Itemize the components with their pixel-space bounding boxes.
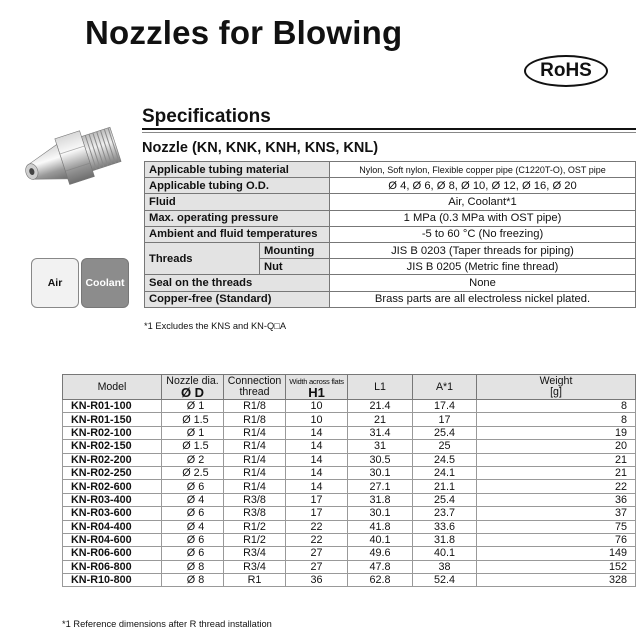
- cell-model: KN-R06-800: [63, 560, 162, 573]
- cell-h1: 22: [286, 533, 348, 546]
- header-l1: L1: [348, 375, 413, 400]
- header-a: A*1: [413, 375, 477, 400]
- spec-row-threads-mounting: [145, 242, 636, 258]
- spec-value: Ø 4, Ø 6, Ø 8, Ø 10, Ø 12, Ø 16, Ø 20: [330, 178, 636, 194]
- page-title: Nozzles for Blowing: [85, 14, 403, 51]
- cell-thread: R1/4: [224, 453, 286, 466]
- cell-l1: 40.1: [348, 533, 413, 546]
- cell-h1: 10: [286, 400, 348, 413]
- cell-thread: R1/2: [224, 533, 286, 546]
- spec-row-tubing-material: [145, 162, 636, 178]
- spec-label: Max. operating pressure: [145, 210, 330, 226]
- spec-value: None: [330, 275, 636, 291]
- cell-weight: 36: [477, 493, 636, 506]
- header-connection-bottom: thread: [239, 386, 270, 398]
- table-row: [63, 533, 636, 546]
- spec-value: Brass parts are all electroless nickel plated.: [330, 291, 636, 307]
- spec-label: Ambient and fluid temperatures: [145, 226, 330, 242]
- cell-dia: Ø 6: [162, 533, 224, 546]
- header-width-across-flats: [286, 375, 348, 400]
- cell-weight: 152: [477, 560, 636, 573]
- cell-h1: 17: [286, 507, 348, 520]
- cell-a: 21.1: [413, 480, 477, 493]
- cell-model: KN-R02-200: [63, 453, 162, 466]
- cell-h1: 36: [286, 574, 348, 587]
- cell-thread: R1/4: [224, 440, 286, 453]
- spec-value: 1 MPa (0.3 MPa with OST pipe): [330, 210, 636, 226]
- spec-value: -5 to 60 °C (No freezing): [330, 226, 636, 242]
- cell-l1: 30.1: [348, 466, 413, 479]
- cell-h1: 14: [286, 440, 348, 453]
- rohs-badge: [524, 55, 608, 87]
- cell-thread: R1/8: [224, 400, 286, 413]
- spec-row-fluid: [145, 194, 636, 210]
- spec-label-threads: Threads: [145, 242, 260, 274]
- cell-thread: R3/4: [224, 560, 286, 573]
- cell-dia: Ø 4: [162, 520, 224, 533]
- cell-l1: 30.5: [348, 453, 413, 466]
- model-table-header: [63, 375, 636, 400]
- header-connection-top: Connection: [227, 375, 282, 387]
- cell-model: KN-R03-400: [63, 493, 162, 506]
- cell-h1: 27: [286, 547, 348, 560]
- table-row: [63, 413, 636, 426]
- cell-h1: 14: [286, 453, 348, 466]
- model-footnote: *1 Reference dimensions after R thread installation: [62, 619, 272, 629]
- model-table-body: [63, 400, 636, 587]
- header-nozzle-dia: [162, 375, 224, 400]
- spec-value-nut: JIS B 0205 (Metric fine thread): [330, 259, 636, 275]
- cell-a: 40.1: [413, 547, 477, 560]
- table-row: [63, 426, 636, 439]
- cell-dia: Ø 8: [162, 560, 224, 573]
- cell-a: 25.4: [413, 493, 477, 506]
- cell-weight: 19: [477, 426, 636, 439]
- cell-l1: 31.8: [348, 493, 413, 506]
- cell-l1: 30.1: [348, 507, 413, 520]
- cell-l1: 31.4: [348, 426, 413, 439]
- spec-label: Fluid: [145, 194, 330, 210]
- spec-label-nut: Nut: [260, 259, 330, 275]
- header-model: [63, 375, 162, 400]
- spec-value: Nylon, Soft nylon, Flexible copper pipe (C1220T-O), OST pipe: [330, 162, 636, 178]
- rohs-label: RoHS: [540, 60, 592, 81]
- cell-a: 33.6: [413, 520, 477, 533]
- cell-l1: 47.8: [348, 560, 413, 573]
- cell-model: KN-R04-600: [63, 533, 162, 546]
- cell-h1: 27: [286, 560, 348, 573]
- cell-l1: 62.8: [348, 574, 413, 587]
- specifications-table: [144, 161, 636, 308]
- cell-thread: R3/8: [224, 493, 286, 506]
- nozzle-subheading: Nozzle (KN, KNK, KNH, KNS, KNL): [142, 140, 379, 156]
- cell-model: KN-R06-600: [63, 547, 162, 560]
- cell-thread: R1/4: [224, 480, 286, 493]
- cell-dia: Ø 8: [162, 574, 224, 587]
- heading-rule: [142, 128, 636, 130]
- header-weight-top: Weight: [539, 375, 573, 387]
- table-row: [63, 400, 636, 413]
- cell-dia: Ø 2.5: [162, 466, 224, 479]
- cell-weight: 8: [477, 413, 636, 426]
- header-weight-bottom: [g]: [550, 386, 562, 398]
- cell-l1: 49.6: [348, 547, 413, 560]
- cell-h1: 14: [286, 480, 348, 493]
- cell-a: 24.5: [413, 453, 477, 466]
- cell-weight: 328: [477, 574, 636, 587]
- cell-model: KN-R04-400: [63, 520, 162, 533]
- cell-thread: R1/8: [224, 413, 286, 426]
- cell-a: 17: [413, 413, 477, 426]
- cell-l1: 27.1: [348, 480, 413, 493]
- model-table: [62, 374, 636, 587]
- cell-dia: Ø 1: [162, 426, 224, 439]
- spec-label-mounting: Mounting: [260, 242, 330, 258]
- cell-weight: 75: [477, 520, 636, 533]
- heading-rule-thin: [142, 132, 636, 133]
- spec-label: Applicable tubing material: [145, 162, 330, 178]
- cell-l1: 21: [348, 413, 413, 426]
- header-weight: [477, 375, 636, 400]
- cell-model: KN-R02-250: [63, 466, 162, 479]
- header-connection: [224, 375, 286, 400]
- cell-model: KN-R01-150: [63, 413, 162, 426]
- spec-row-pressure: [145, 210, 636, 226]
- cell-h1: 17: [286, 493, 348, 506]
- cell-model: KN-R01-100: [63, 400, 162, 413]
- spec-row-temperature: [145, 226, 636, 242]
- cell-h1: 14: [286, 426, 348, 439]
- cell-a: 25: [413, 440, 477, 453]
- cell-a: 38: [413, 560, 477, 573]
- spec-row-copper-free: [145, 291, 636, 307]
- spec-footnote: *1 Excludes the KNS and KN-Q□A: [144, 321, 287, 331]
- cell-dia: Ø 4: [162, 493, 224, 506]
- cell-model: KN-R10-800: [63, 574, 162, 587]
- table-row: [63, 560, 636, 573]
- cell-weight: 37: [477, 507, 636, 520]
- cell-weight: 22: [477, 480, 636, 493]
- cell-weight: 21: [477, 466, 636, 479]
- cell-thread: R3/8: [224, 507, 286, 520]
- cell-model: KN-R02-150: [63, 440, 162, 453]
- cell-thread: R1/2: [224, 520, 286, 533]
- cell-weight: 21: [477, 453, 636, 466]
- spec-label: Seal on the threads: [145, 275, 330, 291]
- spec-row-tubing-od: [145, 178, 636, 194]
- cell-weight: 8: [477, 400, 636, 413]
- spec-row-seal: [145, 275, 636, 291]
- cell-model: KN-R03-600: [63, 507, 162, 520]
- cell-a: 25.4: [413, 426, 477, 439]
- spec-label: Copper-free (Standard): [145, 291, 330, 307]
- cell-dia: Ø 1.5: [162, 413, 224, 426]
- cell-thread: R1/4: [224, 466, 286, 479]
- spec-label: Applicable tubing O.D.: [145, 178, 330, 194]
- cell-h1: 14: [286, 466, 348, 479]
- table-row: [63, 453, 636, 466]
- table-row: [63, 480, 636, 493]
- header-nozzle-dia-bottom: Ø D: [180, 385, 205, 400]
- cell-model: KN-R02-100: [63, 426, 162, 439]
- nozzle-product-image: [10, 108, 128, 208]
- cell-h1: 22: [286, 520, 348, 533]
- cell-a: 17.4: [413, 400, 477, 413]
- cell-model: KN-R02-600: [63, 480, 162, 493]
- table-row: [63, 574, 636, 587]
- cell-thread: R1: [224, 574, 286, 587]
- header-model-label: Model: [97, 380, 127, 393]
- cell-l1: 31: [348, 440, 413, 453]
- cell-dia: Ø 6: [162, 507, 224, 520]
- cell-thread: R1/4: [224, 426, 286, 439]
- header-width-top: Width across flats: [289, 377, 344, 386]
- cell-a: 52.4: [413, 574, 477, 587]
- header-width-bottom: H1: [308, 385, 325, 400]
- table-row: [63, 493, 636, 506]
- cell-dia: Ø 6: [162, 480, 224, 493]
- table-row: [63, 466, 636, 479]
- cell-h1: 10: [286, 413, 348, 426]
- cell-weight: 76: [477, 533, 636, 546]
- table-row: [63, 507, 636, 520]
- cell-weight: 20: [477, 440, 636, 453]
- cell-thread: R3/4: [224, 547, 286, 560]
- spec-value: Air, Coolant*1: [330, 194, 636, 210]
- spec-value-mounting: JIS B 0203 (Taper threads for piping): [330, 242, 636, 258]
- table-row: [63, 520, 636, 533]
- air-tag: Air: [31, 258, 79, 308]
- cell-dia: Ø 6: [162, 547, 224, 560]
- header-nozzle-dia-top: Nozzle dia.: [166, 375, 219, 387]
- cell-a: 24.1: [413, 466, 477, 479]
- cell-dia: Ø 1: [162, 400, 224, 413]
- table-row: [63, 547, 636, 560]
- coolant-tag: Coolant: [81, 258, 129, 308]
- cell-a: 23.7: [413, 507, 477, 520]
- cell-l1: 21.4: [348, 400, 413, 413]
- cell-weight: 149: [477, 547, 636, 560]
- cell-dia: Ø 1.5: [162, 440, 224, 453]
- table-row: [63, 440, 636, 453]
- specifications-heading: Specifications: [142, 106, 271, 127]
- cell-dia: Ø 2: [162, 453, 224, 466]
- cell-l1: 41.8: [348, 520, 413, 533]
- cell-a: 31.8: [413, 533, 477, 546]
